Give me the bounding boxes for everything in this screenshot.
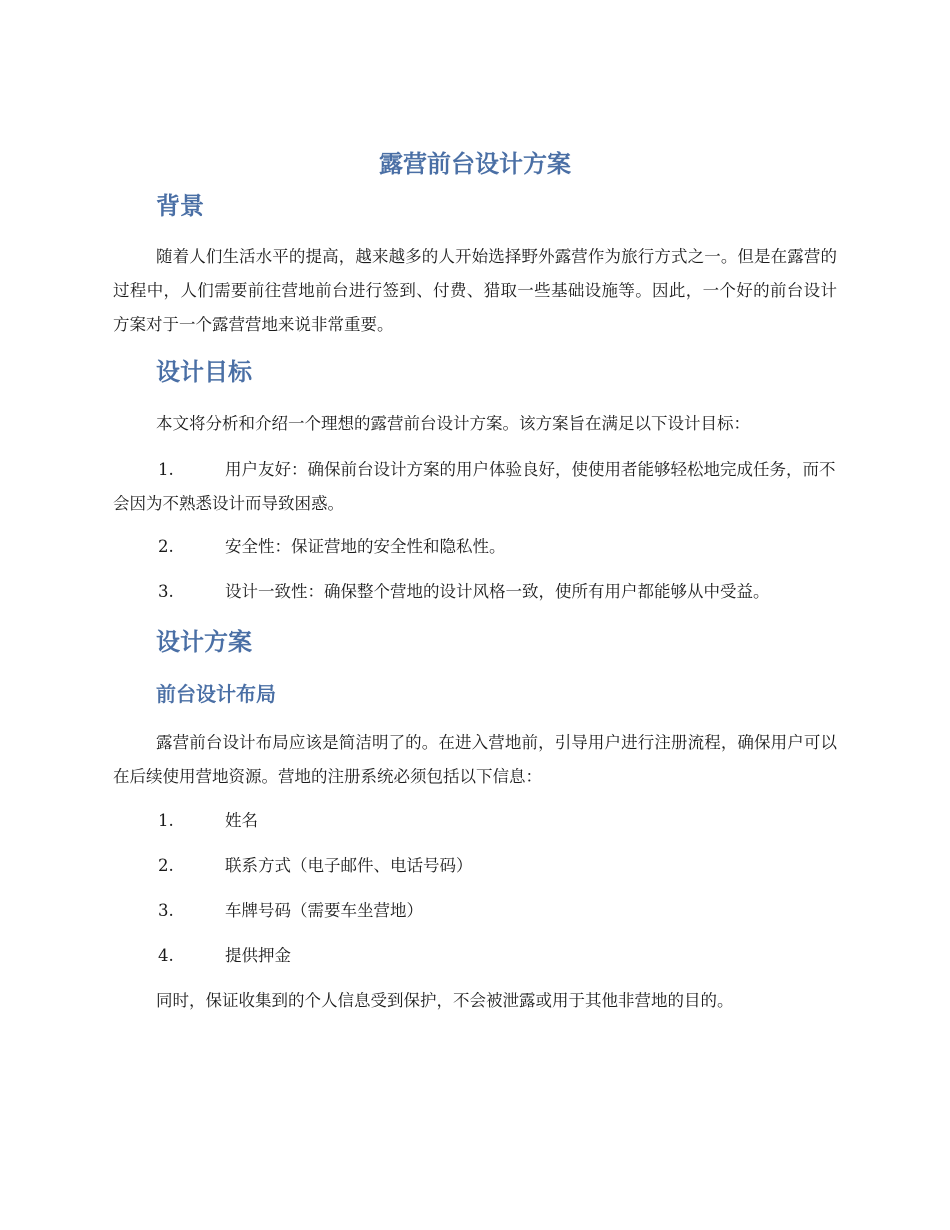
list-item-info-2: [113, 849, 837, 883]
paragraph-closing: 同时，保证收集到的个人信息受到保护，不会被泄露或用于其他非营地的目的。: [156, 991, 734, 1010]
list-item-info-3: [113, 894, 837, 928]
list-item-info-4: [113, 939, 837, 973]
list-item-info-1: [113, 804, 837, 838]
list-number: 1.: [158, 811, 174, 830]
list-number: 3.: [158, 901, 174, 920]
list-number: 4.: [158, 946, 174, 965]
list-number: 2.: [158, 856, 174, 875]
list-text: 提供押金: [225, 946, 291, 965]
paragraph-background: 随着人们生活水平的提高，越来越多的人开始选择野外露营作为旅行方式之一。但是在露营的过程中，人们需要前往营地前台进行签到、付费、猎取一些基础设施等。因此，一个好的前台设计方案对于一个露营营地来说非常重要。: [113, 247, 837, 334]
heading-background: 背景: [156, 192, 204, 220]
list-item-goal-2: [113, 530, 837, 564]
list-text: 安全性：保证营地的安全性和隐私性。: [225, 537, 506, 556]
list-text: 用户友好：确保前台设计方案的用户体验良好，使使用者能够轻松地完成任务，而不会因为不熟悉设计而导致困惑。: [113, 460, 836, 513]
list-number: 2.: [158, 537, 174, 556]
list-text: 联系方式（电子邮件、电话号码）: [225, 856, 473, 875]
list-number: 3.: [158, 582, 174, 601]
heading-goals: 设计目标: [156, 358, 252, 386]
list-text: 车牌号码（需要车坐营地）: [225, 901, 423, 920]
paragraph-layout: 露营前台设计布局应该是简洁明了的。在进入营地前，引导用户进行注册流程，确保用户可以在后续使用营地资源。营地的注册系统必须包括以下信息：: [113, 733, 837, 786]
heading-plan: 设计方案: [156, 628, 252, 656]
list-text: 姓名: [225, 811, 258, 830]
list-item-goal-3: [113, 575, 837, 609]
list-number: 1.: [158, 460, 174, 479]
paragraph-goals-intro: 本文将分析和介绍一个理想的露营前台设计方案。该方案旨在满足以下设计目标：: [156, 414, 750, 433]
list-text: 设计一致性：确保整个营地的设计风格一致，使所有用户都能够从中受益。: [225, 582, 770, 601]
document-title: 露营前台设计方案: [379, 150, 571, 178]
list-item-goal-1: [113, 453, 837, 521]
subheading-layout: 前台设计布局: [156, 682, 276, 706]
